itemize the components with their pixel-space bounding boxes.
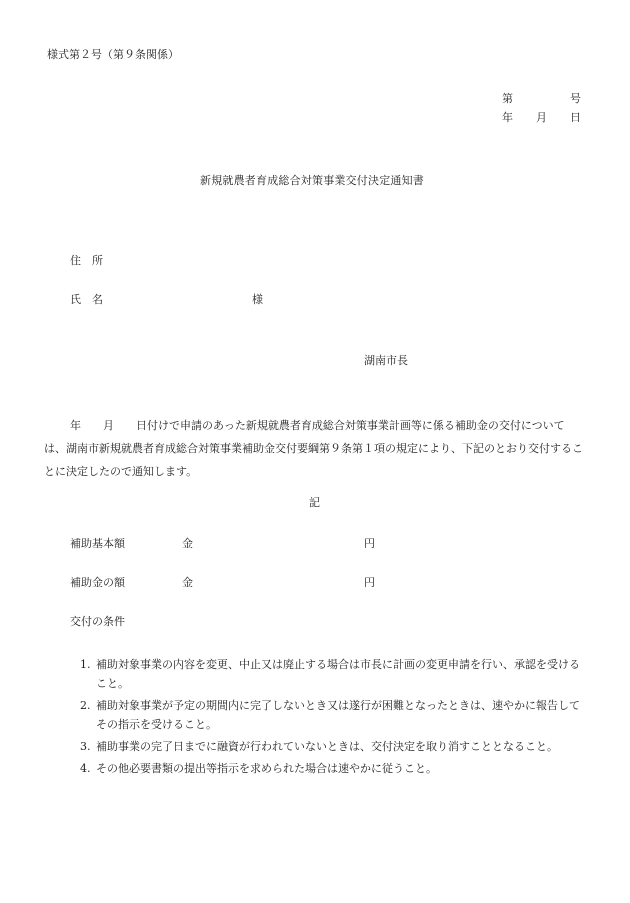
basic-amount-prefix: 金 <box>182 537 193 550</box>
issuer: 湖南市長 <box>364 354 408 367</box>
condition-item <box>80 759 585 778</box>
condition-text: 補助事業の完了日までに融資が行われていないときは、交付決定を取り消すこととなること。 <box>96 740 558 753</box>
form-number: 様式第２号（第９条関係） <box>47 48 179 61</box>
condition-item <box>80 696 585 734</box>
condition-number: 1. <box>80 658 91 671</box>
body-text: 年 月 日付けで申請のあった新規就農者育成総合対策事業計画等に係る補助金の交付については、湖南市新規就農者育成総合対策事業補助金交付要綱第９条第１項の規定により、下記のとおり交付することに決定したので通知します。 <box>44 419 583 478</box>
date-year: 年 <box>502 111 513 124</box>
date-month: 月 <box>536 111 547 124</box>
condition-item <box>80 655 585 693</box>
condition-text: 補助対象事業が予定の期間内に完了しないとき又は遂行が困難となったときは、速やかに報告してその指示を受けること。 <box>96 699 580 731</box>
conditions-list <box>80 655 585 781</box>
name-label: 氏 名 <box>70 293 103 306</box>
ki-heading: 記 <box>309 496 320 509</box>
address-label: 住 所 <box>70 254 103 267</box>
condition-number: 3. <box>80 740 91 753</box>
honorific: 様 <box>252 293 263 306</box>
date-day: 日 <box>570 111 581 124</box>
subsidy-amount-label: 補助金の額 <box>70 576 125 589</box>
basic-amount-unit: 円 <box>364 537 375 550</box>
condition-text: 補助対象事業の内容を変更、中止又は廃止する場合は市長に計画の変更申請を行い、承認を受けること。 <box>96 658 580 690</box>
condition-item <box>80 737 585 756</box>
document-number <box>502 92 581 106</box>
document-title: 新規就農者育成総合対策事業交付決定通知書 <box>200 174 424 187</box>
basic-amount-label: 補助基本額 <box>70 537 125 550</box>
condition-number: 4. <box>80 762 91 775</box>
document-number-prefix: 第 <box>502 92 513 105</box>
subsidy-amount-prefix: 金 <box>182 576 193 589</box>
document-number-suffix: 号 <box>570 92 581 105</box>
body-paragraph <box>44 414 584 483</box>
condition-text: その他必要書類の提出等指示を求められた場合は速やかに従うこと。 <box>96 762 437 775</box>
subsidy-amount-unit: 円 <box>364 576 375 589</box>
conditions-label: 交付の条件 <box>70 615 125 628</box>
condition-number: 2. <box>80 699 91 712</box>
